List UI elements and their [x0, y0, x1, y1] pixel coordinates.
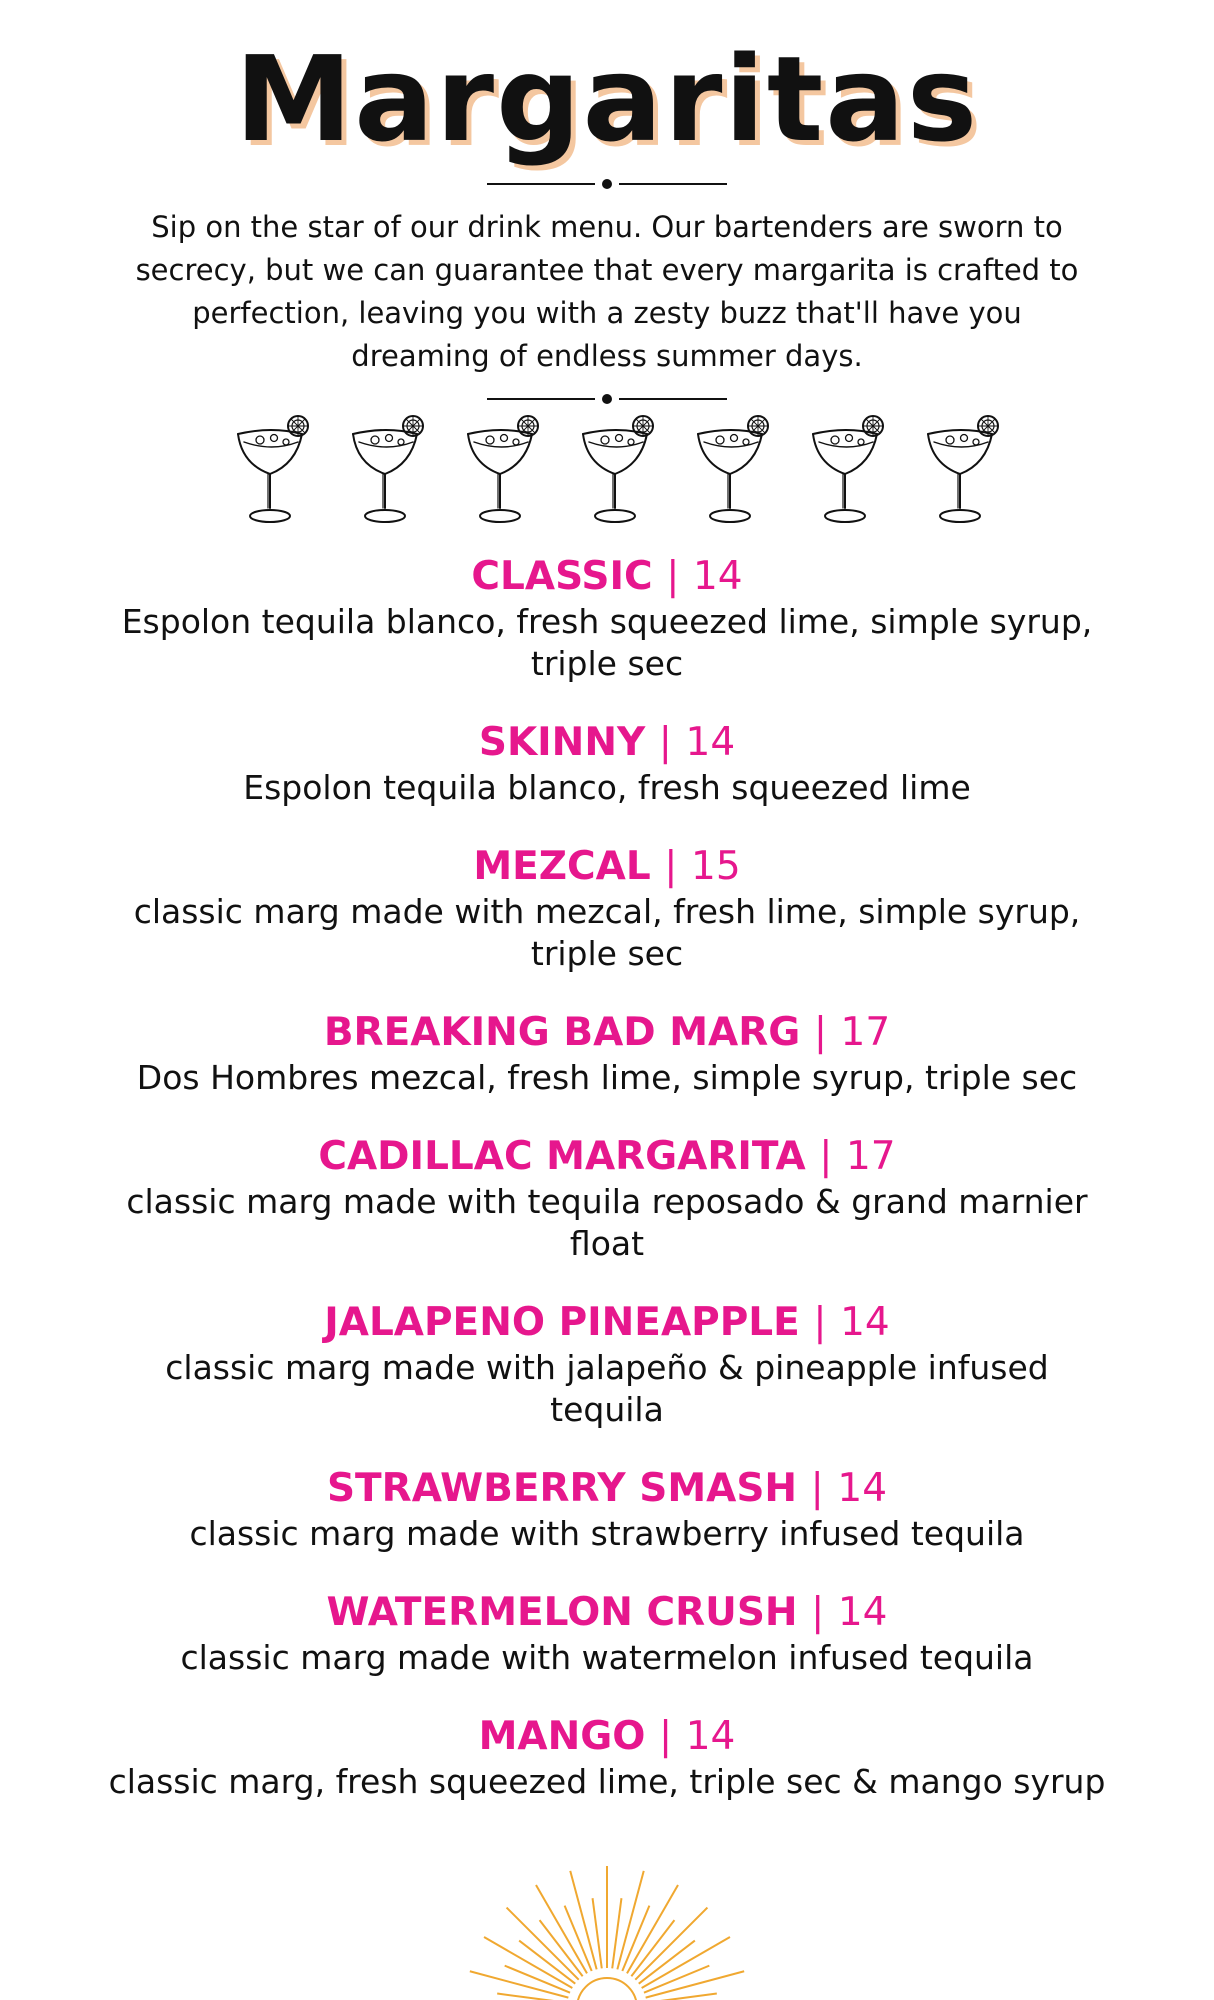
- item-heading: [60, 1299, 1154, 1347]
- menu-item: [60, 1009, 1154, 1099]
- item-description: classic marg made with tequila reposado & grand marnier float: [126, 1182, 1088, 1263]
- divider-line-left: [487, 183, 595, 185]
- item-separator: |: [813, 1300, 827, 1345]
- top-divider: [487, 178, 727, 190]
- margarita-glass-icon: [807, 412, 887, 530]
- item-price: 14: [685, 720, 736, 765]
- item-separator: |: [659, 1714, 673, 1759]
- menu-item: [60, 1133, 1154, 1265]
- item-heading: [60, 1009, 1154, 1057]
- item-heading: [60, 1465, 1154, 1513]
- item-price: 15: [691, 844, 741, 889]
- menu-item: [60, 1589, 1154, 1679]
- item-name: MEZCAL: [473, 844, 651, 889]
- menu-list: [60, 553, 1154, 1837]
- margarita-glass-icon: [347, 412, 427, 530]
- item-name: WATERMELON CRUSH: [326, 1590, 798, 1635]
- item-heading: [60, 1589, 1154, 1637]
- menu-item: [60, 1299, 1154, 1431]
- item-separator: |: [819, 1134, 833, 1179]
- divider-dot: [602, 394, 612, 404]
- title-block: [0, 30, 1214, 168]
- divider-line-right: [619, 398, 727, 400]
- item-description: classic marg made with mezcal, fresh lime, simple syrup, triple sec: [133, 892, 1081, 973]
- divider-line-right: [619, 183, 727, 185]
- intro-text: Sip on the star of our drink menu. Our bartenders are sworn to secrecy, but we can guarantee that every margarita is crafted to perfection, leaving you with a zesty buzz that'll have you dreaming of endless summer days.: [135, 210, 1079, 373]
- item-name: SKINNY: [478, 720, 646, 765]
- menu-item: [60, 719, 1154, 809]
- item-description: Espolon tequila blanco, fresh squeezed lime, simple syrup, triple sec: [121, 602, 1093, 683]
- sun-ray: [646, 1971, 745, 1997]
- item-separator: |: [811, 1590, 825, 1635]
- item-separator: |: [666, 554, 680, 599]
- item-name: BREAKING BAD MARG: [323, 1010, 801, 1055]
- sun-ray: [570, 1871, 596, 1970]
- item-description: Espolon tequila blanco, fresh squeezed lime: [243, 768, 971, 807]
- menu-item: [60, 1713, 1154, 1803]
- sun-ray: [617, 1871, 643, 1970]
- page-title: Margaritas: [234, 30, 980, 168]
- margarita-glass-icon: [577, 412, 657, 530]
- menu-item: [60, 553, 1154, 685]
- item-name: CADILLAC MARGARITA: [318, 1134, 806, 1179]
- item-price: 14: [692, 554, 743, 599]
- menu-item: [60, 1465, 1154, 1555]
- item-price: 14: [840, 1300, 890, 1345]
- item-heading: [60, 1713, 1154, 1761]
- item-description: Dos Hombres mezcal, fresh lime, simple syrup, triple sec: [136, 1058, 1078, 1097]
- margarita-glass-icon: [692, 412, 772, 530]
- item-separator: |: [813, 1010, 827, 1055]
- item-price: 14: [837, 1466, 888, 1511]
- menu-item: [60, 843, 1154, 975]
- sun-ray: [470, 1971, 569, 1997]
- divider-dot: [602, 179, 612, 189]
- glass-row: [232, 412, 1002, 530]
- divider-line-left: [487, 398, 595, 400]
- sun-ray: [507, 1908, 579, 1980]
- margarita-glass-icon: [232, 412, 312, 530]
- item-description: classic marg made with strawberry infused tequila: [189, 1514, 1025, 1553]
- sun-ray: [635, 1908, 707, 1980]
- item-name: MANGO: [478, 1714, 646, 1759]
- sunburst-icon: [457, 1858, 757, 2000]
- item-price: 17: [840, 1010, 891, 1055]
- item-heading: [60, 1133, 1154, 1181]
- item-name: STRAWBERRY SMASH: [326, 1466, 798, 1511]
- item-heading: [60, 553, 1154, 601]
- item-heading: [60, 843, 1154, 891]
- item-price: 14: [685, 1714, 736, 1759]
- item-separator: |: [810, 1466, 824, 1511]
- margarita-glass-icon: [922, 412, 1002, 530]
- item-description: classic marg, fresh squeezed lime, triple sec & mango syrup: [108, 1762, 1106, 1801]
- sun-arc: [577, 1978, 637, 2000]
- item-name: JALAPENO PINEAPPLE: [324, 1300, 800, 1345]
- item-separator: |: [664, 844, 678, 889]
- item-description: classic marg made with jalapeño & pineapple infused tequila: [165, 1348, 1049, 1429]
- item-price: 14: [837, 1590, 888, 1635]
- bottom-divider: [487, 393, 727, 405]
- margarita-glass-icon: [462, 412, 542, 530]
- item-name: CLASSIC: [471, 554, 653, 599]
- item-separator: |: [658, 720, 672, 765]
- item-description: classic marg made with watermelon infused tequila: [180, 1638, 1034, 1677]
- item-heading: [60, 719, 1154, 767]
- item-price: 17: [845, 1134, 896, 1179]
